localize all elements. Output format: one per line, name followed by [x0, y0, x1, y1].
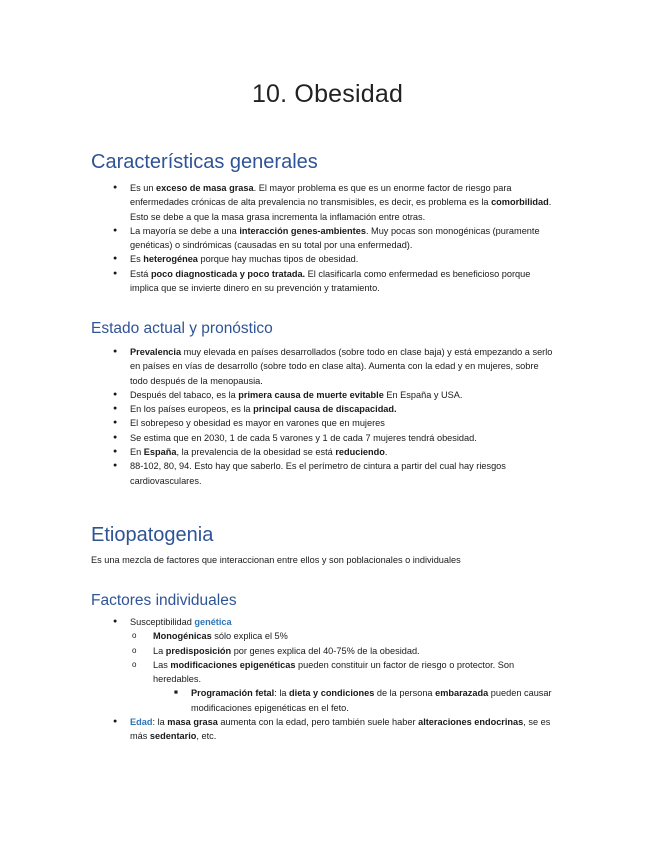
sublist-item: o Las modificaciones epigenéticas pueden constituir un factor de riesgo o protector. Son heredables. — [113, 658, 553, 687]
subsublist-item: ■ Programación fetal: la dieta y condiciones de la persona embarazada pueden causar modificaciones epigenéticas en el feto. — [113, 686, 553, 715]
list-item: ● Se estima que en 2030, 1 de cada 5 varones y 1 de cada 7 mujeres tendrá obesidad. — [113, 431, 553, 445]
list-item: ● En los países europeos, es la principal causa de discapacidad. — [113, 402, 553, 416]
epigenetica-sublist — [113, 686, 553, 715]
list-item: ● El sobrepeso y obesidad es mayor en varones que en mujeres — [113, 416, 553, 430]
caracteristicas-list — [113, 181, 553, 295]
heading-estado: Estado actual y pronóstico — [91, 320, 273, 337]
list-item: ● Es heterogénea porque hay muchas tipos de obesidad. — [113, 252, 553, 266]
sublist-item: o Monogénicas sólo explica el 5% — [113, 629, 553, 643]
list-item: ● La mayoría se debe a una interacción genes-ambientes. Muy pocas son monogénicas (puramente genéticas) o sindrómicas (causadas en su total por una enfermedad). — [113, 224, 553, 253]
list-item: ● Está poco diagnosticada y poco tratada. El clasificarla como enfermedad es beneficioso porque implica que se invierte dinero en su prevención y tratamiento. — [113, 267, 553, 296]
list-item: ● Es un exceso de masa grasa. El mayor problema es que es un enorme factor de riesgo para enfermedades crónicas de alta prevalencia no transmisibles, es decir, es problema es la comorbilidad. Esto se debe a que la masa grasa incrementa la inflamación entre otras. — [113, 181, 553, 224]
list-item: ● Después del tabaco, es la primera causa de muerte evitable En España y USA. — [113, 388, 553, 402]
list-item: ● Edad: la masa grasa aumenta con la edad, pero también suele haber alteraciones endocrinas, se es más sedentario, etc. — [113, 715, 553, 744]
list-item: ● 88-102, 80, 94. Esto hay que saberlo. Es el perímetro de cintura a partir del cual hay riesgos cardiovasculares. — [113, 459, 553, 488]
etiopatogenia-intro: Es una mezcla de factores que interaccionan entre ellos y son poblacionales o individuales — [91, 555, 461, 565]
list-item: ● En España, la prevalencia de la obesidad se está reduciendo. — [113, 445, 553, 459]
estado-list — [113, 345, 553, 488]
factores-list — [113, 615, 553, 744]
heading-caracteristicas: Características generales — [91, 151, 318, 173]
list-item: ● Susceptibilidad genética — [113, 615, 553, 629]
susceptibilidad-sublist — [113, 629, 553, 686]
heading-etiopatogenia: Etiopatogenia — [91, 524, 214, 546]
list-item: ● Prevalencia muy elevada en países desarrollados (sobre todo en clase baja) y está empezando a serlo en países en vías de desarrollo (sobre todo en clase alta). Aumenta con la edad y en mujeres, sobre todo después de la menopausia. — [113, 345, 553, 388]
sublist-container — [113, 629, 553, 715]
heading-factores: Factores individuales — [91, 592, 237, 609]
sublist-item: o La predisposición por genes explica del 40-75% de la obesidad. — [113, 644, 553, 658]
page-title: 10. Obesidad — [251, 80, 404, 108]
